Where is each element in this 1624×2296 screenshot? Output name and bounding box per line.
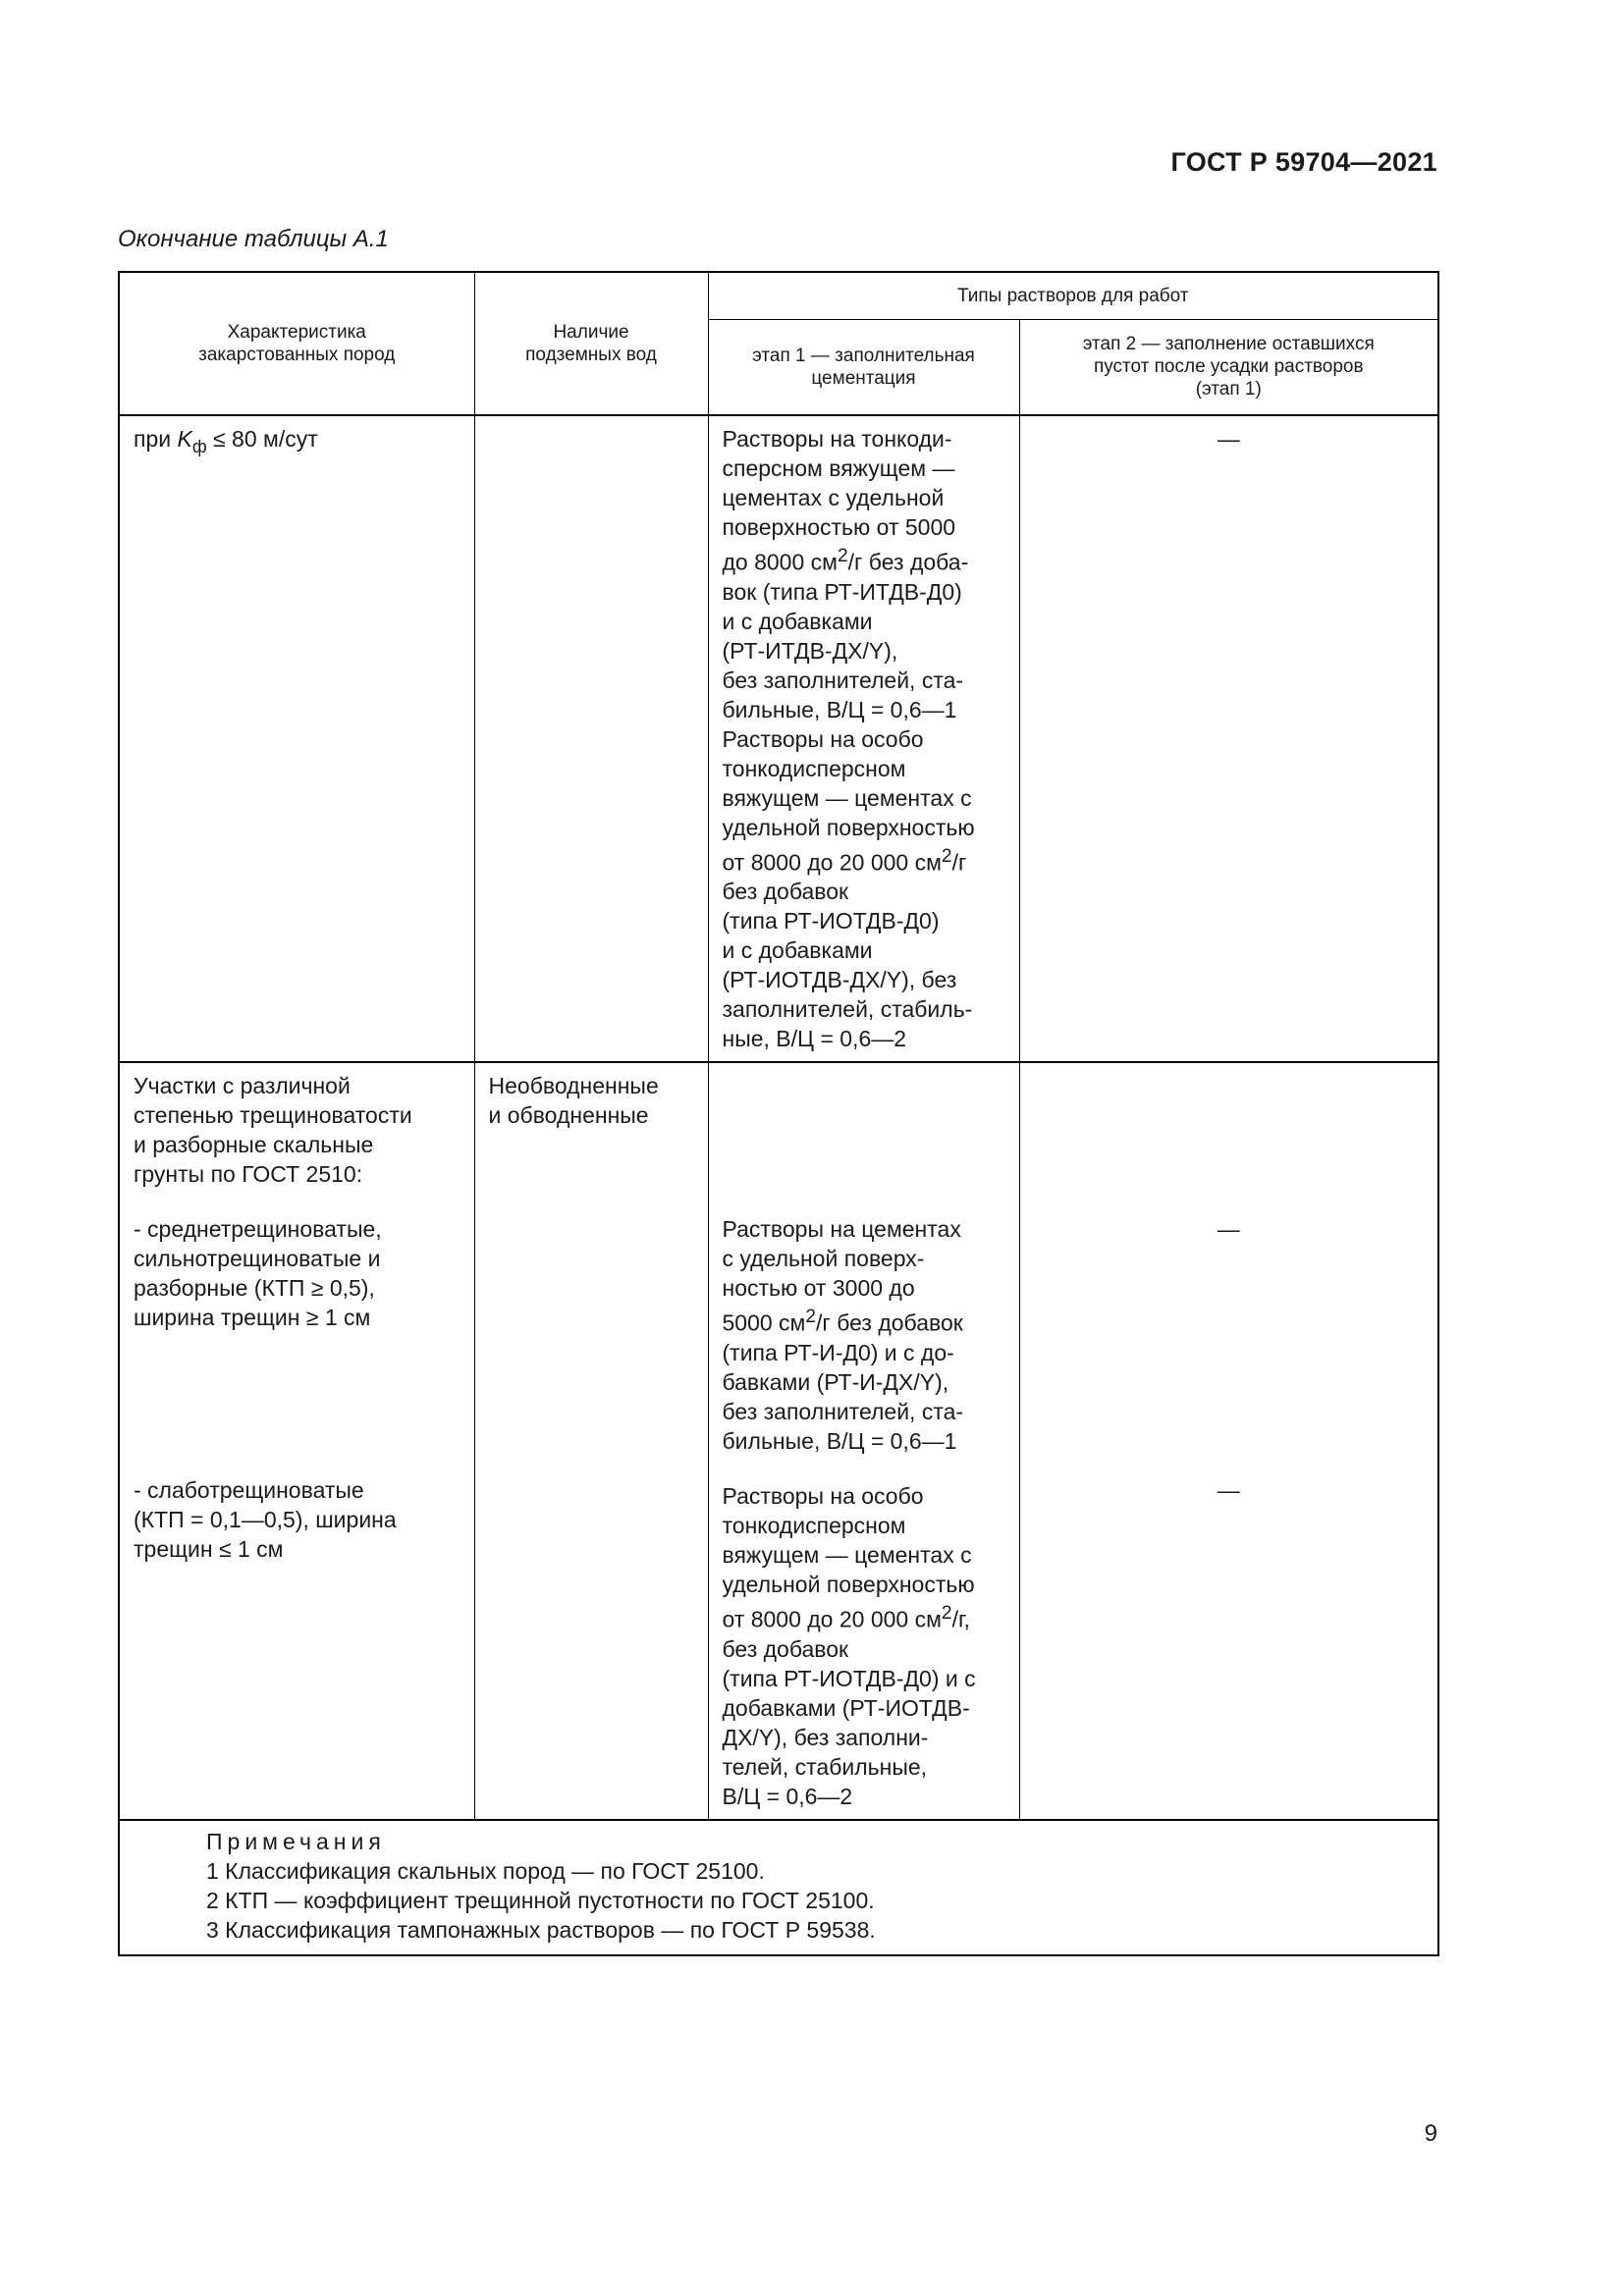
row1-stage1-sup-b: 2	[941, 845, 952, 867]
row2-groundwater: Необводненные и обводненные	[474, 1062, 708, 1819]
row2-stage1-sub1-sup: 2	[805, 1307, 817, 1328]
document-code: ГОСТ Р 59704—2021	[1170, 147, 1437, 177]
row2-stage2-sub1: —	[1217, 1216, 1240, 1243]
row2-stage2	[1019, 1062, 1438, 1819]
row2-characteristic	[119, 1062, 474, 1819]
row2-stage1-sub1	[723, 1214, 1005, 1456]
row2-char-sub2: - слаботрещиноватые (КТП = 0,1—0,5), ширина трещин ≤ 1 см	[134, 1477, 397, 1563]
row2-stage1	[708, 1062, 1019, 1819]
header-groundwater: Наличие подземных вод	[474, 272, 708, 415]
row1-stage1-text-c: /г без добавок (типа РТ-ИОТДВ-Д0) и с добавками (РТ-ИОТДВ-ДХ/Y), без заполнителей, стабиль- ные, В/Ц = 0,6—2	[722, 849, 973, 1052]
row2-stage1-sub2-sup: 2	[941, 1602, 952, 1624]
row2-char-intro: Участки с различной степенью трещиноватости и разборные скальные грунты по ГОСТ 2510:	[134, 1073, 412, 1188]
page-number: 9	[1424, 2120, 1437, 2147]
notes-title: Примечания	[206, 1828, 386, 1854]
header-stage1: этап 1 — заполнительная цементация	[708, 319, 1019, 415]
header-characteristic: Характеристика закарстованных пород	[119, 272, 474, 415]
row1-stage1-text-a: Растворы на тонкоди- сперсном вяжущем — цементах с удельной поверхностью от 5000 до 8000 см	[722, 426, 956, 575]
note-item: 2 КТП — коэффициент трещинной пустотности по ГОСТ 25100.	[206, 1887, 875, 1913]
row2-stage2-sub2: —	[1217, 1477, 1240, 1504]
header-solution-types: Типы растворов для работ	[708, 272, 1438, 319]
row1-stage1-sup-a: 2	[837, 546, 848, 566]
row2-char-sub1: - среднетрещиноватые, сильнотрещиноватые и разборные (КТП ≥ 0,5), ширина трещин ≥ 1 см	[134, 1216, 382, 1331]
row1-groundwater	[474, 415, 708, 1062]
row1-stage1-text-b: /г без доба- вок (типа РТ-ИТДВ-Д0) и с добавками (РТ-ИТДВ-ДХ/Y), без заполнителей, ста- бильные, В/Ц = 0,6—1 Растворы на особо тонкодисперсном вяжущем — цементах с удельной поверхностью от 8000 до 20 000 см	[722, 549, 975, 876]
table-caption: Окончание таблицы А.1	[118, 226, 389, 252]
row1-char-k: K	[177, 426, 192, 452]
row2-stage1-sub2-a: Растворы на особо тонкодисперсном вяжущем — цементах с удельной поверхностью от 8000 до 20 000 см	[722, 1482, 975, 1632]
table-notes	[119, 1820, 1438, 1955]
header-stage2: этап 2 — заполнение оставшихся пустот после усадки растворов (этап 1)	[1019, 319, 1438, 415]
row1-char-suffix: ≤ 80 м/сут	[206, 426, 318, 452]
table-a1	[118, 271, 1439, 1956]
row2-stage1-sub1-b: /г без добавок (типа РТ-И-Д0) и с до- бавками (РТ-И-ДХ/Y), без заполнителей, ста- бильные, В/Ц = 0,6—1	[722, 1309, 964, 1454]
row1-stage1	[708, 415, 1019, 1062]
row1-characteristic	[119, 415, 474, 1062]
row1-char-subscript: ф	[191, 437, 207, 456]
row2-stage1-sub2	[723, 1481, 1005, 1811]
row2-stage1-sub2-b: /г, без добавок (типа РТ-ИОТДВ-Д0) и с добавками (РТ-ИОТДВ- ДХ/Y), без заполни- телей, стабильные, В/Ц = 0,6—2	[722, 1606, 976, 1809]
note-item: 3 Классификация тампонажных растворов — по ГОСТ Р 59538.	[206, 1916, 876, 1943]
row1-char-prefix: при	[134, 426, 178, 452]
row1-stage2: —	[1019, 415, 1438, 1062]
row2-stage1-sub1-a: Растворы на цементах с удельной поверх- ностью от 3000 до 5000 см	[722, 1216, 961, 1336]
note-item: 1 Классификация скальных пород — по ГОСТ 25100.	[206, 1857, 765, 1884]
